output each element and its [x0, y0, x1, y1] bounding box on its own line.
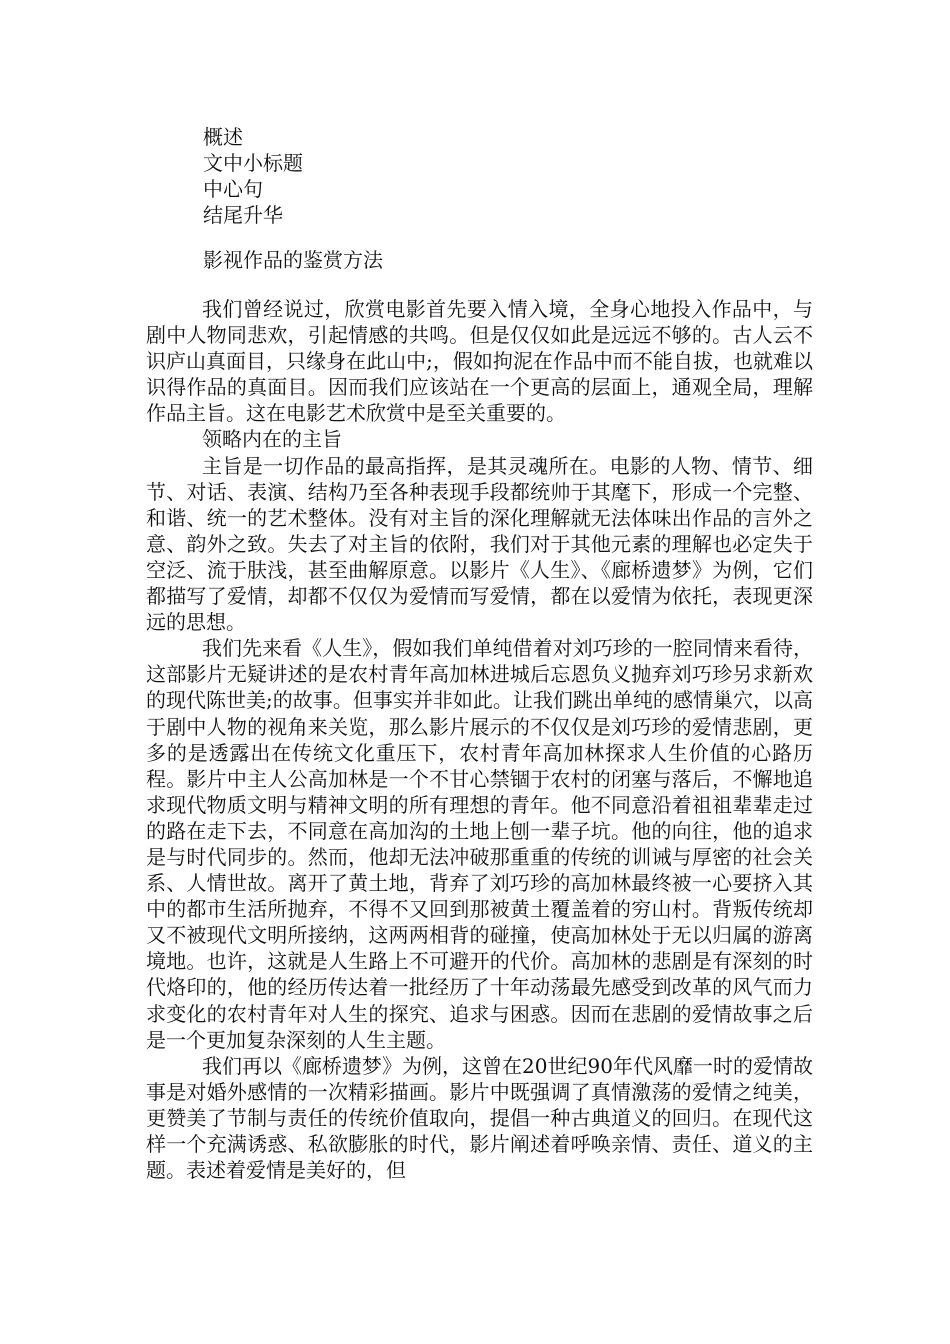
- outline-list: [203, 124, 303, 228]
- body-text: [146, 296, 813, 1183]
- paragraph-intro: 我们曾经说过，欣赏电影首先要入情入境，全身心地投入作品中，与剧中人物同悲欢，引起情感的共鸣。但是仅仅如此是远远不够的。古人云不识庐山真面目，只缘身在此山中;，假如拘泥在作品中而不能自拔，也就难以识得作品的真面目。因而我们应该站在一个更高的层面上，通观全局，理解作品主旨。这在电影艺术欣赏中是至关重要的。: [146, 297, 813, 426]
- outline-item-central-sentence: 中心句: [203, 177, 263, 201]
- paragraph-rensheng: 我们先来看《人生》，假如我们单纯借着对刘巧珍的一腔同情来看待，这部影片无疑讲述的是农村青年高加林进城后忘恩负义抛弃刘巧珍另求新欢的现代陈世美;的故事。但事实并非如此。让我们跳出单纯的感情巢穴，以高于剧中人物的视角来关览，那么影片展示的不仅仅是刘巧珍的爱情悲剧，更多的是透露出在传统文化重压下，农村青年高加林探求人生价值的心路历程。影片中主人公高加林是一个不甘心禁锢于农村的闭塞与落后，不懈地追求现代物质文明与精神文明的所有理想的青年。他不同意沿着祖祖辈辈走过的路在走下去，不同意在高加沟的土地上刨一辈子坑。他的向往，他的追求是与时代同步的。然而，他却无法冲破那重重的传统的训诫与厚密的社会关系、人情世故。离开了黄土地，背弃了刘巧珍的高加林最终被一心要挤入其中的都市生活所抛弃，不得不又回到那被黄土覆盖着的穷山村。背叛传统却又不被现代文明所接纳，这两两相背的碰撞，使高加林处于无以归属的游离境地。也许，这就是人生路上不可避开的代价。高加林的悲剧是有深刻的时代烙印的，他的经历传达着一批经历了十年动荡最先感受到改革的风气而力求变化的农村青年对人生的探究、追求与困惑。因而在悲剧的爱情故事之后是一个更加复杂深刻的人生主题。: [146, 636, 813, 1052]
- paragraph-bridges: 我们再以《廊桥遗梦》为例，这曾在20世纪90年代风靡一时的爱情故事是对婚外感情的一次精彩描画。影片中既强调了真情激荡的爱情之纯美，更赞美了节制与责任的传统价值取向，提倡一种古典道义的回归。在现代这样一个充满诱惑、私欲膨胀的时代，影片阐述着呼唤亲情、责任、道义的主题。表述着爱情是美好的，但: [146, 1053, 813, 1183]
- outline-item-conclusion: 结尾升华: [203, 203, 283, 227]
- section-title: 影视作品的鉴赏方法: [203, 248, 383, 272]
- outline-item-subheading: 文中小标题: [203, 151, 303, 175]
- outline-item-overview: 概述: [203, 125, 243, 149]
- subheading-theme: 领略内在的主旨: [202, 427, 342, 452]
- paragraph-theme: 主旨是一切作品的最高指挥，是其灵魂所在。电影的人物、情节、细节、对话、表演、结构乃至各种表现手段都统帅于其麾下，形成一个完整、和谐、统一的艺术整体。没有对主旨的深化理解就无法体味出作品的言外之意、韵外之致。失去了对主旨的依附，我们对于其他元素的理解也必定失于空泛、流于肤浅，甚至曲解原意。以影片《人生》、《廊桥遗梦》为例，它们都描写了爱情，却都不仅仅为爱情而写爱情，都在以爱情为依托，表现更深远的思想。: [146, 453, 813, 635]
